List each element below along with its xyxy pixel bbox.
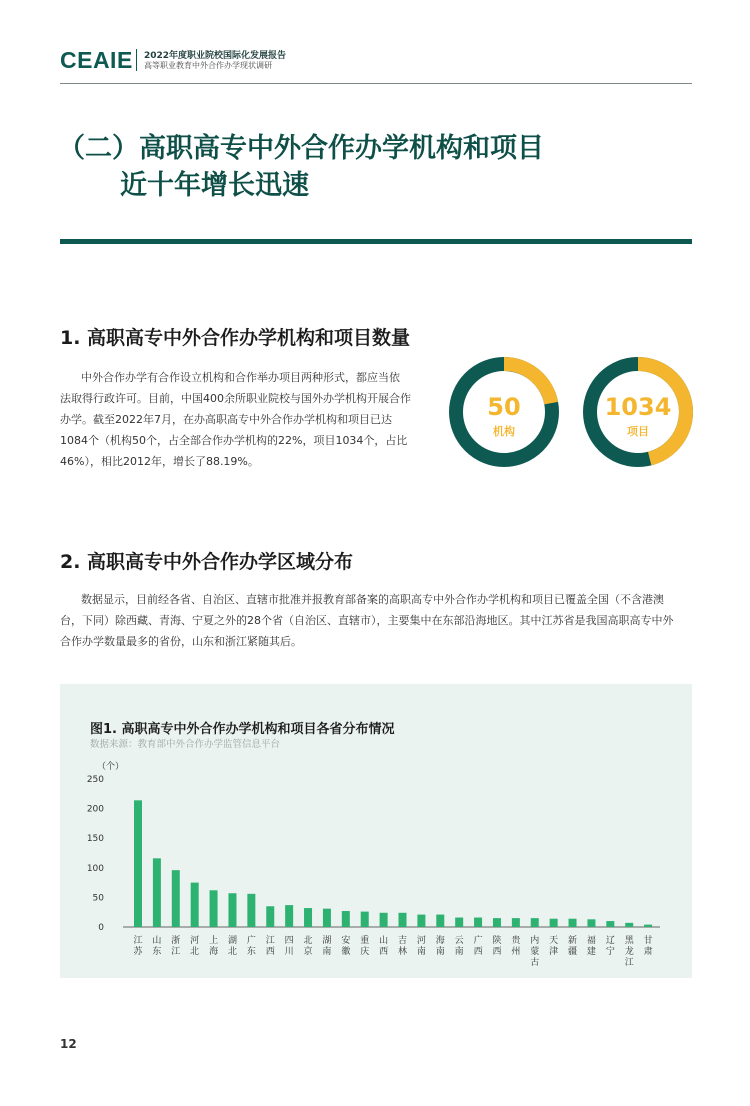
chart-title: 图1. 高职高专中外合作办学机构和项目各省分布情况: [90, 722, 395, 737]
paragraph-line: 46%），相比2012年，增长了88.19%。: [60, 455, 259, 468]
subsection-2-paragraph: [60, 589, 700, 652]
institutions-count: 50: [487, 393, 521, 421]
x-tick-label: 湖北: [227, 936, 237, 957]
paragraph-line: 数据显示，目前经各省、自治区、直辖市批准并报教育部备案的高职高专中外合作办学机构和项目已覆盖全国（不含港澳: [81, 593, 664, 606]
y-tick-label: 50: [92, 893, 104, 904]
bar: [304, 908, 312, 927]
bar: [531, 918, 539, 927]
x-tick-label: 吉林: [397, 936, 408, 957]
x-tick-label: 海南: [435, 936, 445, 957]
x-tick-label: 江苏: [133, 936, 143, 957]
x-tick-label: 黑龙江: [624, 936, 634, 968]
x-tick-label: 山西: [379, 936, 389, 957]
x-tick-label: 甘肃: [643, 936, 653, 957]
paragraph-line: 中外合作办学有合作设立机构和合作举办项目两种形式，都应当依: [81, 371, 400, 384]
paragraph-line: 台，下同）除西藏、青海、宁夏之外的28个省（自治区、直辖市），主要集中在东部沿海地区。其中江苏省是我国高职高专中外: [60, 614, 674, 627]
x-tick-label: 河南: [416, 936, 426, 957]
bar: [436, 915, 444, 927]
bar: [606, 921, 614, 927]
x-tick-label: 广东: [246, 936, 256, 957]
paragraph-line: 法取得行政许可。目前，中国400余所职业院校与国外办学机构开展合作: [60, 392, 411, 405]
x-tick-label: 天津: [549, 936, 559, 957]
y-tick-label: 0: [98, 923, 104, 933]
subsection-1-paragraph: [60, 367, 440, 472]
bar: [247, 894, 255, 927]
section-title: [58, 130, 544, 204]
y-tick-label: 250: [86, 775, 104, 785]
section-title-line2: 近十年增长迅速: [120, 170, 309, 201]
header-separator: [136, 49, 137, 71]
page-header: [60, 45, 692, 85]
bar: [474, 918, 482, 927]
projects-count: 1034: [604, 393, 672, 421]
y-axis-unit-label: （个）: [97, 762, 125, 772]
bar: [493, 918, 501, 927]
paragraph-line: 办学。截至2022年7月，在办高职高专中外合作办学机构和项目已达: [60, 413, 392, 426]
bar: [342, 911, 350, 927]
paragraph-line: 1084个（机构50个，占全部合作办学机构的22%，项目1034个，占比: [60, 434, 408, 447]
bar: [644, 925, 652, 927]
subsection-2-heading: 2. 高职高专中外合作办学区域分布: [60, 551, 354, 573]
ceaie-logo: CEAIE: [60, 47, 133, 73]
y-tick-label: 150: [86, 834, 104, 845]
y-tick-label: 100: [86, 863, 104, 874]
report-subtitle: 高等职业教育中外合作办学现状调研: [144, 61, 272, 70]
bar: [153, 858, 161, 927]
section-title-line1: （二）高职高专中外合作办学机构和项目: [58, 133, 544, 164]
page-number: 12: [60, 1037, 77, 1051]
x-tick-label: 湖南: [322, 936, 332, 957]
bar: [380, 913, 388, 927]
bar: [417, 915, 425, 927]
x-tick-label: 四川: [284, 936, 294, 957]
x-tick-label: 重庆: [360, 936, 370, 957]
chart-source: 数据来源：教育部中外合作办学监管信息平台: [90, 739, 281, 750]
bar: [587, 919, 595, 927]
bar: [266, 906, 274, 927]
bar-chart-svg: [60, 684, 692, 978]
bar: [210, 890, 218, 927]
projects-label: 项目: [627, 425, 649, 438]
bar: [191, 883, 199, 927]
x-tick-label: 山东: [152, 936, 162, 957]
x-tick-label: 辽宁: [605, 936, 615, 957]
bar: [323, 909, 331, 927]
x-tick-label: 新疆: [568, 936, 578, 957]
y-tick-label: 200: [86, 804, 104, 815]
paragraph-line: 合作办学数量最多的省份，山东和浙江紧随其后。: [60, 635, 302, 648]
report-title: 2022年度职业院校国际化发展报告: [144, 51, 287, 61]
bar: [399, 913, 407, 927]
institutions-label: 机构: [493, 425, 515, 438]
section-divider: [60, 239, 692, 244]
bar: [455, 918, 463, 927]
x-tick-label: 陕西: [492, 936, 502, 957]
bar: [134, 800, 142, 927]
bar: [550, 919, 558, 927]
bar: [512, 918, 520, 927]
province-distribution-chart: [60, 684, 692, 978]
x-tick-label: 安徽: [341, 936, 351, 957]
projects-donut: [583, 357, 693, 467]
bar: [285, 905, 293, 927]
x-tick-label: 河北: [190, 936, 200, 957]
x-tick-label: 贵州: [511, 936, 521, 957]
x-tick-label: 北京: [303, 936, 313, 957]
bar: [569, 919, 577, 927]
bar: [172, 870, 180, 927]
x-tick-label: 江西: [265, 936, 275, 957]
x-tick-label: 云南: [454, 936, 464, 957]
x-tick-label: 内蒙古: [530, 936, 540, 968]
bar: [361, 912, 369, 927]
institutions-donut: [449, 357, 559, 467]
bar: [625, 923, 633, 927]
bar: [228, 893, 236, 927]
x-tick-label: 广西: [473, 936, 483, 957]
subsection-1-heading: 1. 高职高专中外合作办学机构和项目数量: [60, 327, 411, 349]
x-tick-label: 浙江: [171, 936, 181, 957]
x-tick-label: 福建: [586, 936, 596, 957]
header-divider: [60, 83, 692, 84]
x-tick-label: 上海: [209, 936, 219, 957]
